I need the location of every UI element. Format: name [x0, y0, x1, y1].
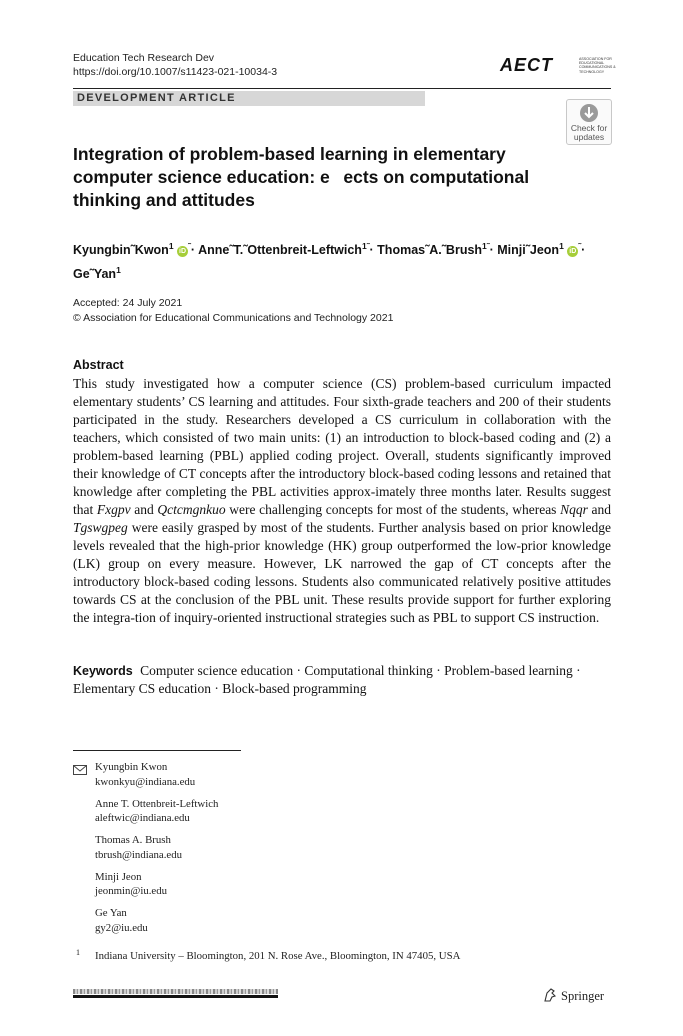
journal-name: Education Tech Research Dev [73, 52, 215, 64]
article-type-band [73, 91, 425, 106]
title-line-1: Integration of problem-based learning in elementary [73, 144, 506, 164]
footer-pattern-bar [73, 989, 278, 994]
check-for-updates-badge[interactable] [566, 99, 612, 145]
contact-entry [95, 760, 218, 789]
author-name: Ge˜Yan [73, 267, 117, 282]
accepted-date: Accepted: 24 July 2021 [73, 297, 183, 309]
contact-email[interactable]: gy2@iu.edu [95, 921, 148, 934]
check-label: Check for [570, 123, 608, 133]
orcid-icon[interactable]: iD [179, 248, 187, 256]
publisher-name: Springer [561, 989, 605, 1003]
springer-horse-icon [542, 987, 558, 1003]
author-list: Kyungbin˜Kwon$^1$ iD˜· Anne˜T.˜Ottenbreit-Leftwich$^{1˜}$· Thomas˜A.˜Brush$^{1˜}$· Minji˜Jeon$^1$ iD˜· Ge˜Yan$^1$ [73, 241, 586, 282]
abstract-heading: Abstract [73, 358, 124, 372]
contact-name: Minji Jeon [95, 870, 142, 883]
contact-email[interactable]: kwonkyu@indiana.edu [95, 775, 196, 788]
abstract-body: This study investigated how a computer science (CS) problem-based curriculum impacted elementary students’ CS learning and attitudes. Four sixth-grade teachers and 200 of their students participated in the study. Researchers developed a CS curriculum in collaboration with the teachers, which consisted of two main units: (1) an introduction to block-based coding and (2) a problem-based learning (PBL) applied coding project. Overall, students significantly improved their knowledge of CT concepts after the introductory block-based coding lessons and retained that knowledge after completing the PBL activities approx-imately three months later. Results suggest that Fxgpv and Qctcmgnkuo were challenging concepts for most of the students, whereas Nqqr and Tgswgpeg were easily grasped by most of the students. Further analysis based on prior knowledge levels revealed that the high-prior knowledge (HK) group outperformed the low-prior knowledge (LK) group on every measure. However, LK narrowed the gap of CT concepts after the introductory block-based coding lessons. Students also communicated relatively positive attitudes towards CS at the conclusion of the PBL unit. These results provide support for further exploring the integra-tion of inquiry-oriented instructional strategies such as PBL to support CS instruction. [73, 376, 611, 625]
aect-logo-subtitle: ASSOCIATION FOR EDUCATIONAL COMMUNICATIONS & TECHNOLOGY [579, 57, 616, 74]
contact-name: Thomas A. Brush [95, 834, 171, 846]
journal-header [73, 51, 277, 79]
contact-entry [95, 797, 218, 826]
author-name: Anne˜T.˜Ottenbreit-Leftwich [198, 243, 362, 258]
concept-term: Nqqr [560, 502, 588, 517]
keywords-text: Computer science education · Computational thinking · Problem-based learning · Elementary CS education · Block-based programming [73, 663, 581, 696]
contact-list [95, 760, 218, 943]
contact-email[interactable]: jeonmin@iu.edu [95, 885, 168, 897]
article-type-label: DEVELOPMENT ARTICLE [77, 92, 236, 104]
check-updates-icon [579, 103, 599, 123]
doi-link[interactable]: https://doi.org/10.1007/s11423-021-10034-3 [73, 66, 278, 78]
springer-logo [542, 987, 604, 1004]
footnote-rule [73, 750, 241, 751]
author-name: Minji˜Jeon [497, 243, 560, 258]
affiliation-text: Indiana University – Bloomington, 201 N. Rose Ave., Bloomington, IN 47405, USA [95, 950, 461, 962]
contact-name: Anne T. Ottenbreit-Leftwich [95, 797, 219, 810]
concept-term: Qctcmgnkuo [157, 502, 226, 517]
contact-entry [95, 870, 218, 899]
keywords-label: Keywords [73, 664, 133, 678]
contact-email[interactable]: aleftwic@indiana.edu [95, 812, 190, 824]
copyright-line: © Association for Educational Communications and Technology 2021 [73, 312, 394, 324]
author-name: Kyungbin˜Kwon [73, 243, 169, 258]
contact-entry [95, 906, 218, 935]
keywords [73, 662, 611, 698]
article-title [73, 143, 573, 212]
updates-label: updates [573, 132, 605, 142]
orcid-icon[interactable]: iD [569, 248, 577, 256]
footer-black-bar [73, 995, 278, 998]
title-line-2: computer science education: e ects on computational [73, 167, 530, 187]
aect-logo-text: AECT [500, 55, 553, 75]
affiliation-number: 1 [76, 948, 80, 957]
envelope-icon [73, 762, 87, 780]
title-line-3: thinking and attitudes [73, 190, 255, 210]
publication-dates [73, 296, 393, 326]
contact-name: Ge Yan [95, 907, 127, 919]
contact-name: Kyungbin Kwon [95, 761, 168, 773]
contact-entry [95, 833, 218, 862]
aect-logo [500, 55, 615, 77]
concept-term: Fxgpv [96, 502, 131, 517]
author-name: Thomas˜A.˜Brush [377, 243, 483, 258]
header-rule [73, 88, 611, 89]
concept-term: Tgswgpeg [73, 520, 128, 535]
contact-email[interactable]: tbrush@indiana.edu [95, 848, 183, 861]
